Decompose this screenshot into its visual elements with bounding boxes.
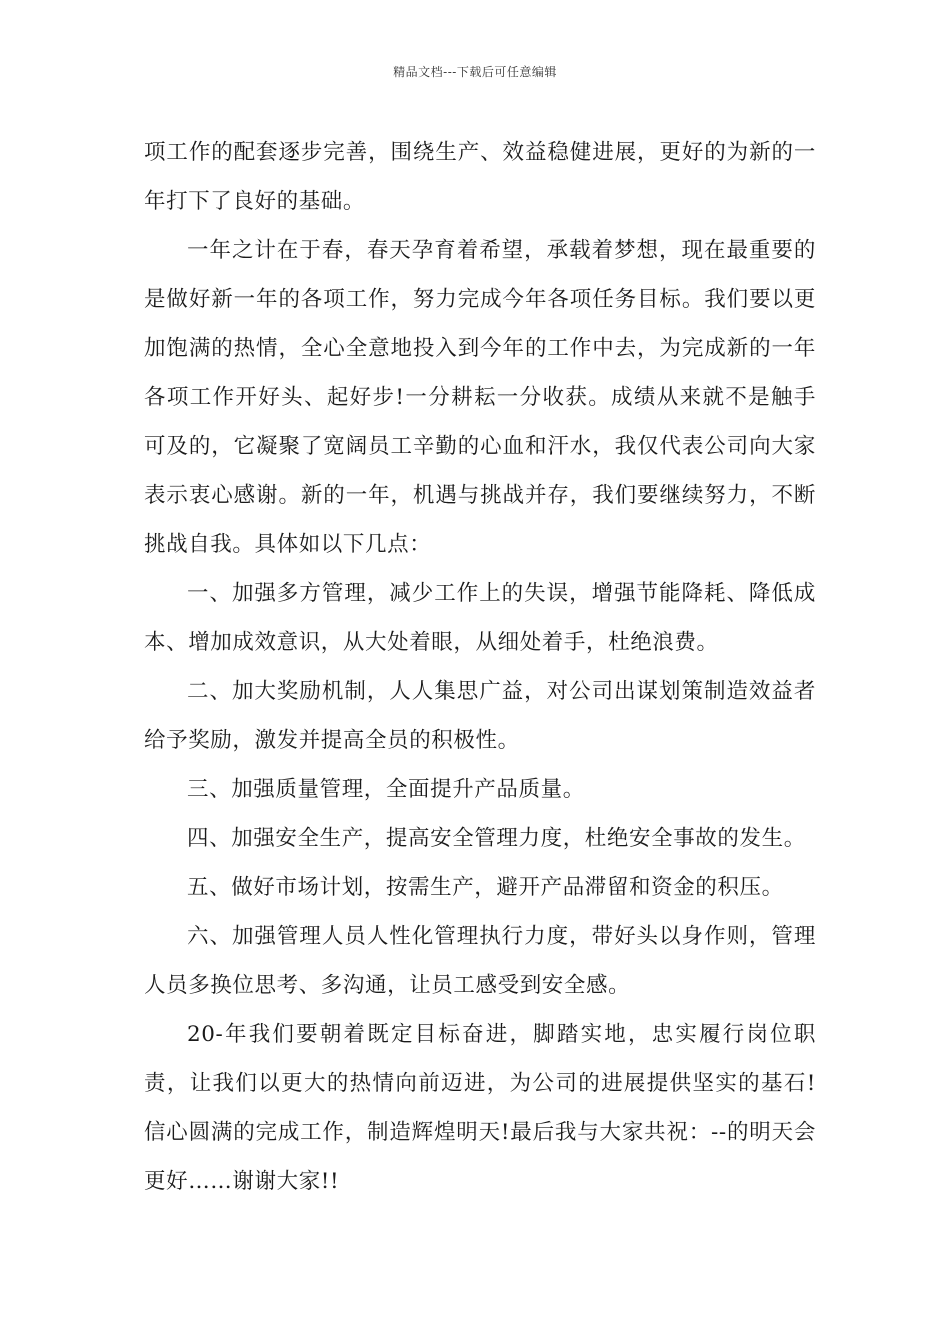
paragraph-closing: 20-年我们要朝着既定目标奋进，脚踏实地，忠实履行岗位职责，让我们以更大的热情向前迈进，为公司的进展提供坚实的基石!信心圆满的完成工作，制造辉煌明天!最后我与大家共祝：--的明天会更好……谢谢大家!! [144, 1022, 816, 1194]
paragraph-intro: 一年之计在于春，春天孕育着希望，承载着梦想，现在最重要的是做好新一年的各项工作，努力完成今年各项任务目标。我们要以更加饱满的热情，全心全意地投入到今年的工作中去，为完成新的一年各项工作开好头、起好步!一分耕耘一分收获。成绩从来就不是触手可及的，它凝聚了宽阔员工辛勤的心血和汗水，我仅代表公司向大家表示衷心感谢。新的一年，机遇与挑战并存，我们要继续努力，不断挑战自我。具体如以下几点： [144, 238, 816, 557]
paragraph-continuation: 项工作的配套逐步完善，围绕生产、效益稳健进展，更好的为新的一年打下了良好的基础。 [144, 140, 816, 214]
paragraph-point-5: 五、做好市场计划，按需生产，避开产品滞留和资金的积压。 [187, 875, 784, 900]
page-header: 精品文档---下载后可任意编辑 [393, 65, 557, 79]
paragraph-point-1: 一、加强多方管理，减少工作上的失误，增强节能降耗、降低成本、增加成效意识，从大处着眼，从细处着手，杜绝浪费。 [144, 581, 816, 655]
paragraph-point-2: 二、加大奖励机制，人人集思广益，对公司出谋划策制造效益者给予奖励，激发并提高全员的积极性。 [144, 679, 816, 753]
document-body [144, 128, 816, 1206]
paragraph-point-3: 三、加强质量管理，全面提升产品质量。 [187, 777, 585, 802]
paragraph-point-6: 六、加强管理人员人性化管理执行力度，带好头以身作则，管理人员多换位思考、多沟通，让员工感受到安全感。 [144, 924, 816, 998]
paragraph-point-4: 四、加强安全生产，提高安全管理力度，杜绝安全事故的发生。 [187, 826, 806, 851]
